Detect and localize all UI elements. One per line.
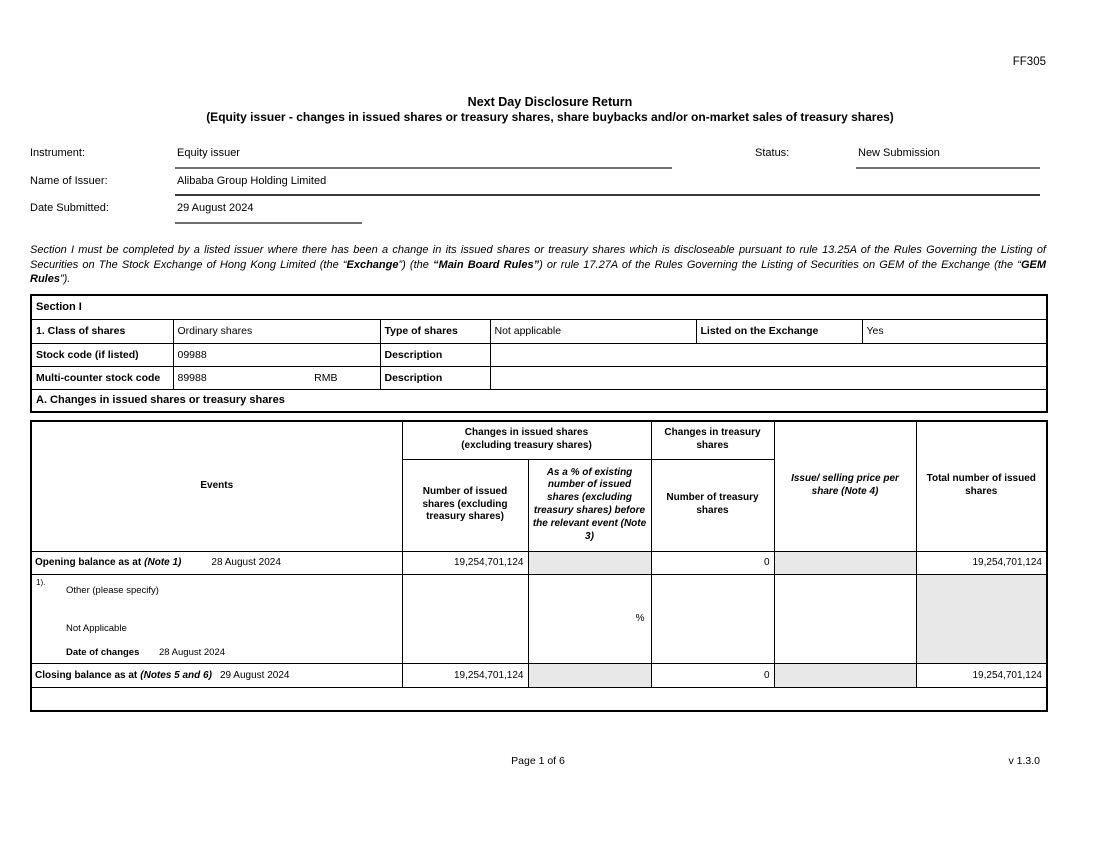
part-a-title: A. Changes in issued shares or treasury shares: [31, 389, 1047, 412]
event-date-value: 28 August 2024: [159, 646, 226, 658]
intro-paragraph: Section I must be completed by a listed issuer where there has been a change in its issued shares or treasury shares which is discloseable pursuant to rule 13.25A of the Rules Governing the Listing of Securities on The Stock Exchange of Hong Kong Limited (the “Exchange”) (the “Main Board Rules”) or rule 17.27A of the Rules Governing the Listing of Securities on GEM of the Exchange (the “GEM Rules”).: [30, 244, 1046, 285]
group-issued-shares-header: Changes in issued shares (excluding treasury shares): [402, 421, 651, 459]
event-row: [31, 574, 1047, 663]
event-price-cell: [774, 574, 916, 663]
type-of-shares-label: Type of shares: [380, 319, 490, 343]
date-submitted-underline: [175, 222, 362, 224]
closing-balance-row: [31, 663, 1047, 687]
instrument-underline: [175, 167, 672, 169]
empty-row-cell: [31, 687, 1047, 711]
multi-counter-description-label: Description: [380, 366, 490, 389]
event-num-issued-cell: [402, 574, 528, 663]
issuer-name-value: Alibaba Group Holding Limited: [177, 175, 327, 187]
type-of-shares-value: Not applicable: [490, 319, 696, 343]
event-detail: Not Applicable: [66, 622, 127, 634]
num-treasury-header: Number of treasury shares: [651, 459, 774, 551]
multi-counter-label: Multi-counter stock code: [31, 366, 173, 389]
opening-num-issued: 19,254,701,124: [402, 551, 528, 574]
multi-counter-value-cell: [173, 366, 380, 389]
event-name: Other (please specify): [66, 584, 159, 596]
event-pct-cell: %: [528, 574, 651, 663]
listed-on-exchange-value: Yes: [862, 319, 1047, 343]
closing-num-issued: 19,254,701,124: [402, 663, 528, 687]
issuer-name-underline: [175, 194, 1040, 196]
class-of-shares-label: 1. Class of shares: [31, 319, 173, 343]
group-treasury-shares-header: Changes in treasury shares: [651, 421, 774, 459]
date-submitted-value: 29 August 2024: [177, 202, 254, 214]
instrument-value: Equity issuer: [177, 147, 240, 159]
stock-code-description-value: [490, 343, 1047, 366]
closing-balance-label-cell: Closing balance as at (Notes 5 and 6) 29 August 2024: [31, 663, 402, 687]
page-title: Next Day Disclosure Return: [467, 95, 633, 109]
closing-total: 19,254,701,124: [916, 663, 1047, 687]
stock-code-description-label: Description: [380, 343, 490, 366]
multi-counter-description-value: [490, 366, 1047, 389]
opening-price-cell-disabled: [774, 551, 916, 574]
status-underline: [856, 167, 1040, 169]
num-issued-header: Number of issued shares (excluding treasury shares): [402, 459, 528, 551]
event-total-cell-disabled: [916, 574, 1047, 663]
page-indicator: Page 1 of 6: [511, 755, 565, 767]
version-label: v 1.3.0: [1008, 755, 1040, 767]
section1-table: [30, 294, 1048, 413]
issue-price-header: Issue/ selling price per share (Note 4): [774, 421, 916, 551]
class-of-shares-value: Ordinary shares: [173, 319, 380, 343]
form-code: FF305: [1012, 56, 1046, 68]
closing-pct-cell-disabled: [528, 663, 651, 687]
multi-counter-currency: RMB: [314, 371, 338, 384]
section1-header: Section I: [31, 295, 1047, 319]
empty-row: [31, 687, 1047, 711]
total-issued-header: Total number of issued shares: [916, 421, 1047, 551]
opening-pct-cell-disabled: [528, 551, 651, 574]
status-label: Status:: [755, 147, 790, 159]
event-description-cell: [31, 574, 402, 663]
closing-price-cell-disabled: [774, 663, 916, 687]
page-subtitle: (Equity issuer - changes in issued shares or treasury shares, share buybacks and/or on-market sales of treasury shares): [206, 110, 894, 124]
pct-existing-header: As a % of existing number of issued shares (excluding treasury shares) before the relevant event (Note 3): [528, 459, 651, 551]
opening-num-treasury: 0: [651, 551, 774, 574]
instrument-label: Instrument:: [30, 147, 86, 159]
stock-code-label: Stock code (if listed): [31, 343, 173, 366]
opening-balance-label-cell: Opening balance as at (Note 1) 28 August 2024: [31, 551, 402, 574]
event-index: 1).: [36, 577, 46, 587]
opening-balance-row: [31, 551, 1047, 574]
event-date-label: Date of changes: [66, 646, 140, 658]
events-table: [30, 420, 1048, 712]
events-column-header: Events: [31, 421, 402, 551]
closing-num-treasury: 0: [651, 663, 774, 687]
issuer-name-label: Name of Issuer:: [30, 175, 108, 187]
multi-counter-code: 89988: [177, 371, 207, 384]
stock-code-value: 09988: [173, 343, 380, 366]
event-num-treasury-cell: [651, 574, 774, 663]
opening-total: 19,254,701,124: [916, 551, 1047, 574]
status-value: New Submission: [858, 147, 940, 159]
listed-on-exchange-label: Listed on the Exchange: [696, 319, 862, 343]
date-submitted-label: Date Submitted:: [30, 202, 109, 214]
